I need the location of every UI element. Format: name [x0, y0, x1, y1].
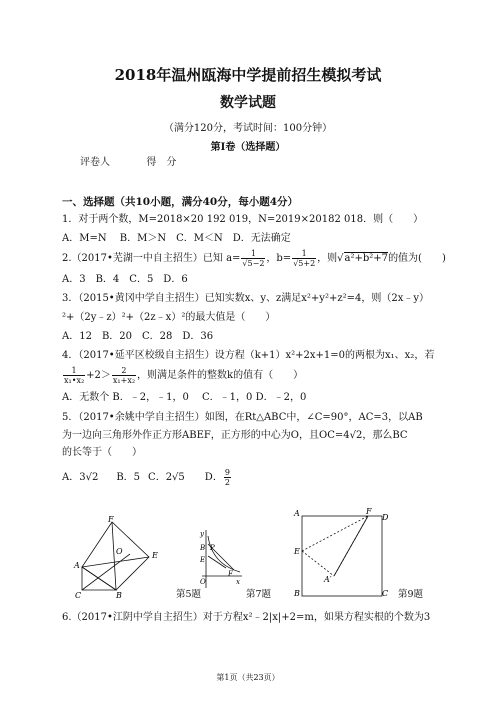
fig5-caption: 第5题 [176, 589, 202, 600]
fig9-label-a: A [294, 509, 300, 518]
q4-frac-2: $\frac{2}{\text{x₁+x₂}}$ [112, 366, 136, 385]
q3-stem-2: ²+（2y﹣z）²+（2z﹣x）²的最大值是（ ） [62, 312, 276, 323]
fig9-label-d: D [382, 513, 389, 522]
q2-frac-b: $\frac{1}{√5+2}$ [293, 249, 316, 268]
q5-options: A．3√2 B．5 C．2√5 D． $\frac{9}{2}$ [62, 468, 230, 487]
fig7-label-f: F [228, 570, 233, 578]
q4-stem: 4．（2017•延平区校级自主招生）设方程（k+1）x²+2x+1=0的两根为x₁、x₂，若 [62, 350, 435, 361]
figure-5 [72, 512, 172, 600]
figure-7 [196, 528, 244, 590]
fig5-label-f: F [108, 515, 114, 524]
fig7-label-b: B [200, 544, 206, 552]
fig9-label-f: F [366, 507, 372, 516]
q5-line-2: 为一边向三角形外作正方形ABEF，正方形的中心为O，且OC=4√2，那么BC [62, 430, 408, 441]
q3-stem-1: 3．（2015•黄冈中学自主招生）已知实数x、y、z满足x²+y²+z²=4，则（2x﹣y） [62, 293, 430, 304]
q2-options: A．3 B．4 C．5 D．6 [62, 274, 188, 285]
grader-label: 评卷人 [80, 157, 110, 168]
fig9-caption: 第9题 [398, 589, 424, 600]
fig9-label-a-prime: A′ [324, 575, 332, 584]
volume-heading: 第Ⅰ卷（选择题） [210, 142, 286, 153]
fig7-label-y: y [200, 530, 204, 538]
fig7-label-e: E [200, 556, 206, 564]
q1-options: A．M=N B．M＞N C．M＜N D．无法确定 [62, 233, 291, 244]
fig5-label-a: A [74, 561, 80, 570]
score-row [80, 156, 460, 170]
exam-subtitle: 数学试题 [220, 95, 276, 111]
q3-options: A．12 B．20 C．28 D．36 [62, 331, 214, 342]
fig5-label-b: B [116, 591, 122, 600]
section-heading: 一、选择题（共10小题，满分40分，每小题4分） [62, 196, 299, 208]
q2-frac-a: $\frac{1}{√5-2}$ [242, 249, 265, 268]
fig7-label-p: P [210, 544, 215, 552]
fig5-label-o: O [116, 547, 123, 556]
fig5-label-c: C [75, 591, 82, 600]
q6-stem: 6.（2017•江阴中学自主招生）对于方程x²﹣2|x|+2=m，如果方程实根的个数为3 [62, 612, 431, 623]
exam-meta: （满分120分，考试时间：100分钟） [163, 123, 333, 134]
q5-line-3: 的长等于（ ） [62, 447, 142, 458]
fig9-label-c: C [382, 589, 389, 598]
score-label: 得 分 [146, 157, 177, 168]
fig7-caption: 第7题 [246, 589, 272, 600]
q4-frac-1: $\frac{1}{\text{x₁•x₂}}$ [64, 366, 85, 385]
fig5-label-e: E [152, 551, 158, 560]
q4-options: A．无数个 B．﹣2，﹣1，0 C．﹣1，0 D．﹣2，0 [62, 392, 307, 403]
q2-radical: a²+b²+7 [344, 253, 389, 264]
fig7-label-o: O [200, 578, 206, 586]
q2-stem: 2.（2017•芜湖一中自主招生）已知 a= $\frac{1}{√5-2}$ ，b= $\frac{1}{√5+2}$ ，则√a²+b²+7的值为( ) [62, 249, 446, 268]
fig9-label-e: E [294, 547, 300, 556]
q4-condition: $\frac{1}{\text{x₁•x₂}}$ +2＞ $\frac{2}{\text{x₁+x₂}}$ ，则满足条件的整数k的值有（ ） [64, 366, 304, 385]
fig9-label-b: B [294, 589, 300, 598]
page-footer: 第1页（共23页） [216, 673, 280, 682]
q1-stem: 1．对于两个数，M=2018×20 192 019，N=2019×20182 018．则（ ） [62, 214, 424, 225]
exam-title: 2018年温州瓯海中学提前招生模拟考试 [114, 66, 382, 84]
fig7-label-x: x [236, 578, 240, 586]
q5-line-1: 5．（2017•余姚中学自主招生）如图，在Rt△ABC中，∠C=90°，AC=3，以AB [62, 412, 423, 423]
figure-9 [290, 506, 390, 598]
q5-frac-d: $\frac{9}{2}$ [224, 468, 230, 487]
